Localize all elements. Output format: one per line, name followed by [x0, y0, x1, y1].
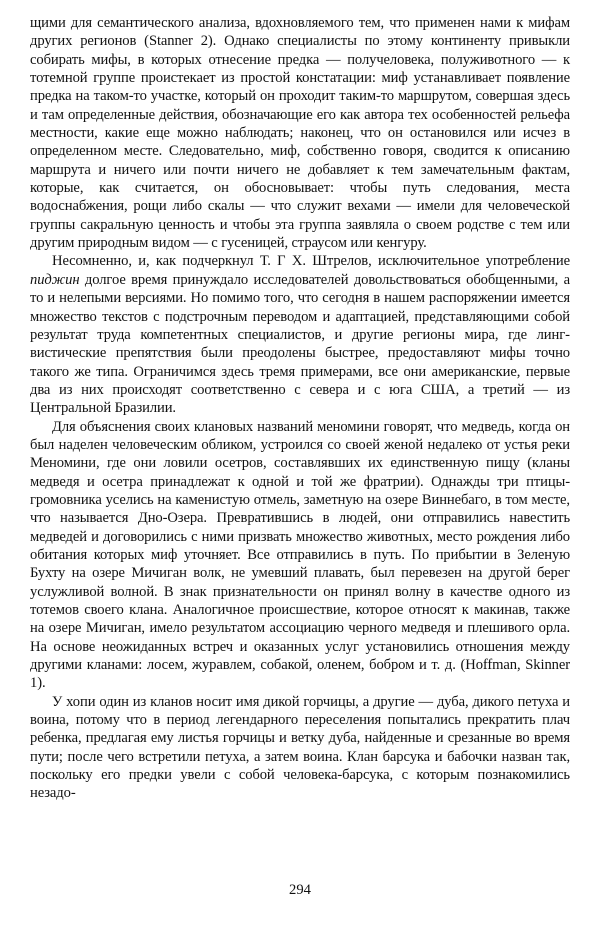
paragraph-3: Для объяснения своих клановых названий меномини говорят, что медведь, когда он был наделен человеческим обликом, устроился со своей женой недалеко от устья реки Меномини, где они ловили осетров, составлявших их единственную пищу (кланы медведя и осетра принадлежат к одной и той же фратрии). Однажды три птицы-громовника уселись на каменистую отмель, заметную на озере Виннебаго, в том месте, что называется Дно-Озера. Превратившись в людей, они отправились навестить медведей и договорились с ними призвать множество животных, место рождения либо обитания которых миф уточняет. Все отправились в путь. По прибытии в Зеленую Бухту на озере Мичиган волк, не умевший плавать, был перевезен на другой берег услужливой волной. В знак признательности он принял волну в качестве одного из тотемов своего клана. Аналогичное происшествие, которое относят к макинав, также на озере Мичиган, имело результатом ассоциацию черного медведя и плешивого орла. На основе неожиданных встреч и оказанных услуг установились отношения между другими кланами: лосем, журавлем, собакой, оленем, бобром и т. д. (Hoffman, Skinner 1).	[30, 418, 570, 692]
paragraph-4: У хопи один из кланов носит имя дикой горчицы, а другие — дуба, дикого петуха и воина, потому что в период легендарного переселения попытались прекратить плач ребенка, предлагая ему листья горчицы и ветку дуба, найденные и срезанные во время пути; после чего встретили петуха, а затем воина. Клан барсука и бабочки назван так, поскольку его предки увели с собой человека-барсука, с которым познакомились незадо-	[30, 693, 570, 802]
page-number: 294	[289, 882, 311, 898]
paragraph-1: щими для семантического анализа, вдохновляемого тем, что применен нами к мифам других регионов (Stanner 2). Однако специалисты по этому континенту привыкли собирать мифы, в которых отнесение предка — получеловека, полуживотного — к тотемной группе проистекает из простой констатации: миф устанавливает появление предка на таком-то участке, который он проходит таким-то маршрутом, совершая здесь и там определенные действия, обозначающие его как автора тех особенностей рельефа местности, какие еще можно наблюдать; наконец, что он остановился или исчез в определенном месте. Следовательно, миф, собственно говоря, сводится к описанию маршрута и ничего или почти ничего не добавляет к тем замечательным фактам, которые, как считается, он обосновывает: чтобы путь следования, места водоснабжения, рощи либо скалы — что служит вехами — имели для человеческой группы сакральную ценность и чтобы эта группа заявляла о своем родстве с тем или другим природным видом — с гусеницей, страусом или кенгуру.	[30, 15, 570, 252]
paragraph-2	[30, 252, 570, 417]
paragraph-2-text-after: долгое время принуждало исследователей довольствоваться обобщенными, а то и нелепыми версиями. Но помимо того, что сегодня в нашем распоряжении имеется множество текстов с подстрочным переводом и адаптацией, представляющими собой результат труда компетентных специалистов, и другие регионы мира, где лингвистические препятствия были преодолены быстрее, предоставляют мифы точно такого же типа. Ограничимся здесь тремя примерами, все они американские, первые два из них происходят соответственно с севера и с юга США, а третий — из Центральной Бразилии.	[30, 271, 570, 417]
page-body	[30, 14, 570, 803]
paragraph-2-text-before: Несомненно, и, как подчеркнул Т. Г Х. Штрелов, исключительное употребление	[52, 253, 570, 270]
paragraph-2-italic-term: пиджин	[30, 271, 80, 288]
